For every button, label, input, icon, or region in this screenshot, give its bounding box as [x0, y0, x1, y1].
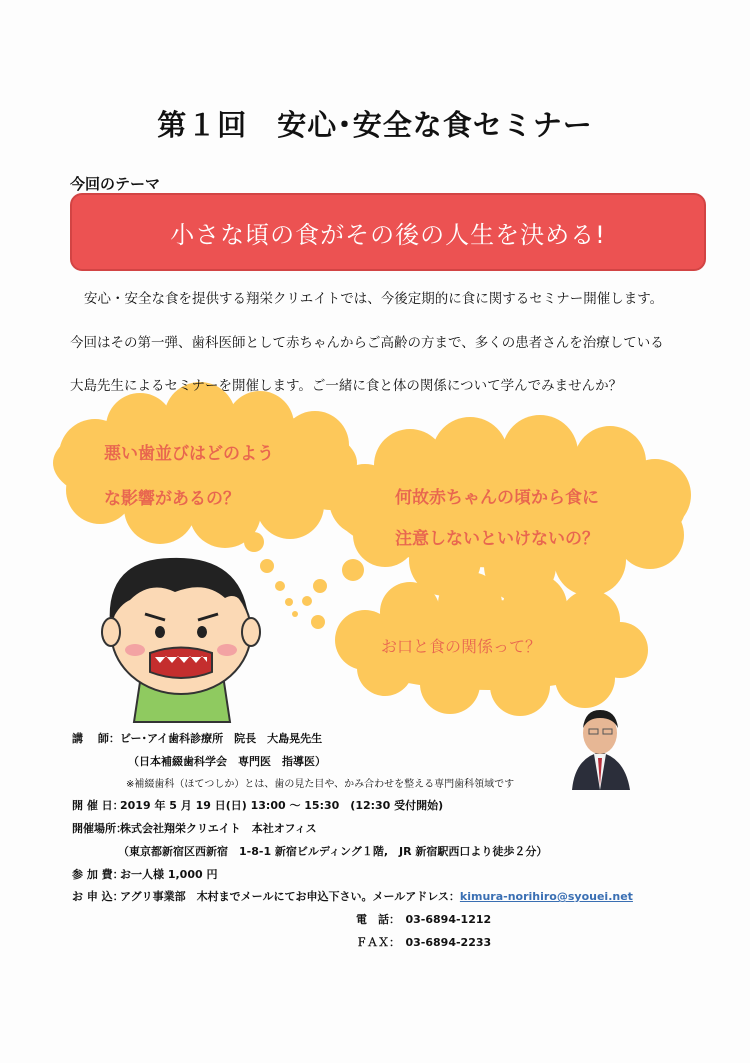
- fax-number: ＦＡＸ： 03-6894-2233: [356, 936, 492, 949]
- date-label: 開 催 日：: [72, 799, 124, 812]
- page-title: 第１回 安心･安全な食セミナー: [157, 108, 593, 142]
- date-value: 2019 年 5 月 19 日(日) 13:00 ～ 15:30 (12:30 受付開始): [120, 799, 444, 812]
- lecturer-photo: [570, 710, 630, 790]
- theme-banner: 小さな頃の食がその後の人生を決める!: [70, 193, 706, 271]
- lecturer-credentials: （日本補綴歯科学会 専門医 指導医）: [128, 755, 326, 768]
- thought-bubble-2: [329, 415, 691, 602]
- thought-dots: [244, 532, 364, 629]
- bubble-2-line-1: 何故赤ちゃんの頃から食に: [395, 488, 599, 508]
- apply-row: [72, 888, 633, 904]
- intro-line-1: 安心・安全な食を提供する翔栄クリエイトでは、今後定期的に食に関するセミナー開催します。: [84, 291, 664, 307]
- fee-value: お一人様 1,000 円: [120, 868, 218, 881]
- intro-line-2: 今回はその第一弾、歯科医師として赤ちゃんからご高齢の方まで、多くの患者さんを治療している: [70, 335, 664, 351]
- fee-label: 参 加 費：: [72, 868, 124, 881]
- lecturer-value: ビー･アイ歯科診療所 院長 大島晃先生: [120, 732, 323, 745]
- theme-label: 今回のテーマ: [70, 175, 161, 193]
- venue-value: 株式会社翔栄クリエイト 本社オフィス: [120, 822, 317, 835]
- venue-label: 開催場所：: [72, 822, 127, 835]
- bubble-3-text: お口と食の関係って？: [381, 637, 542, 656]
- thought-bubble-1: [53, 382, 360, 548]
- phone-number: 電 話： 03-6894-1212: [356, 913, 492, 926]
- fee-row: [72, 866, 217, 882]
- apply-label: お 申 込：: [72, 890, 124, 903]
- bubble-1-line-2: な影響があるの？: [104, 489, 240, 509]
- lecturer-row: [72, 730, 322, 746]
- lecturer-label: 講 師：: [72, 732, 120, 745]
- date-row: [72, 797, 443, 813]
- intro-line-3: 大島先生によるセミナーを開催します。ご一緒に食と体の関係について学んでみませんか？: [70, 378, 623, 394]
- bubble-2-line-2: 注意しないといけないの？: [395, 529, 599, 549]
- venue-row: [72, 820, 317, 836]
- apply-value: アグリ事業部 木村までメールにてお申込下さい。メールアドレス：: [120, 890, 460, 903]
- prosthodontics-note: ※補綴歯科（ほてつしか）とは、歯の見た目や、かみ合わせを整える専門歯科領域です: [126, 779, 515, 790]
- venue-address: （東京都新宿区西新宿 1-8-1 新宿ビルディング１階, JR 新宿駅西口より徒歩２分）: [118, 845, 548, 858]
- worried-boy-illustration: [102, 558, 260, 722]
- bubble-1-line-1: 悪い歯並びはどのよう: [104, 444, 274, 464]
- email-link[interactable]: kimura-norihiro@syouei.net: [459, 890, 633, 903]
